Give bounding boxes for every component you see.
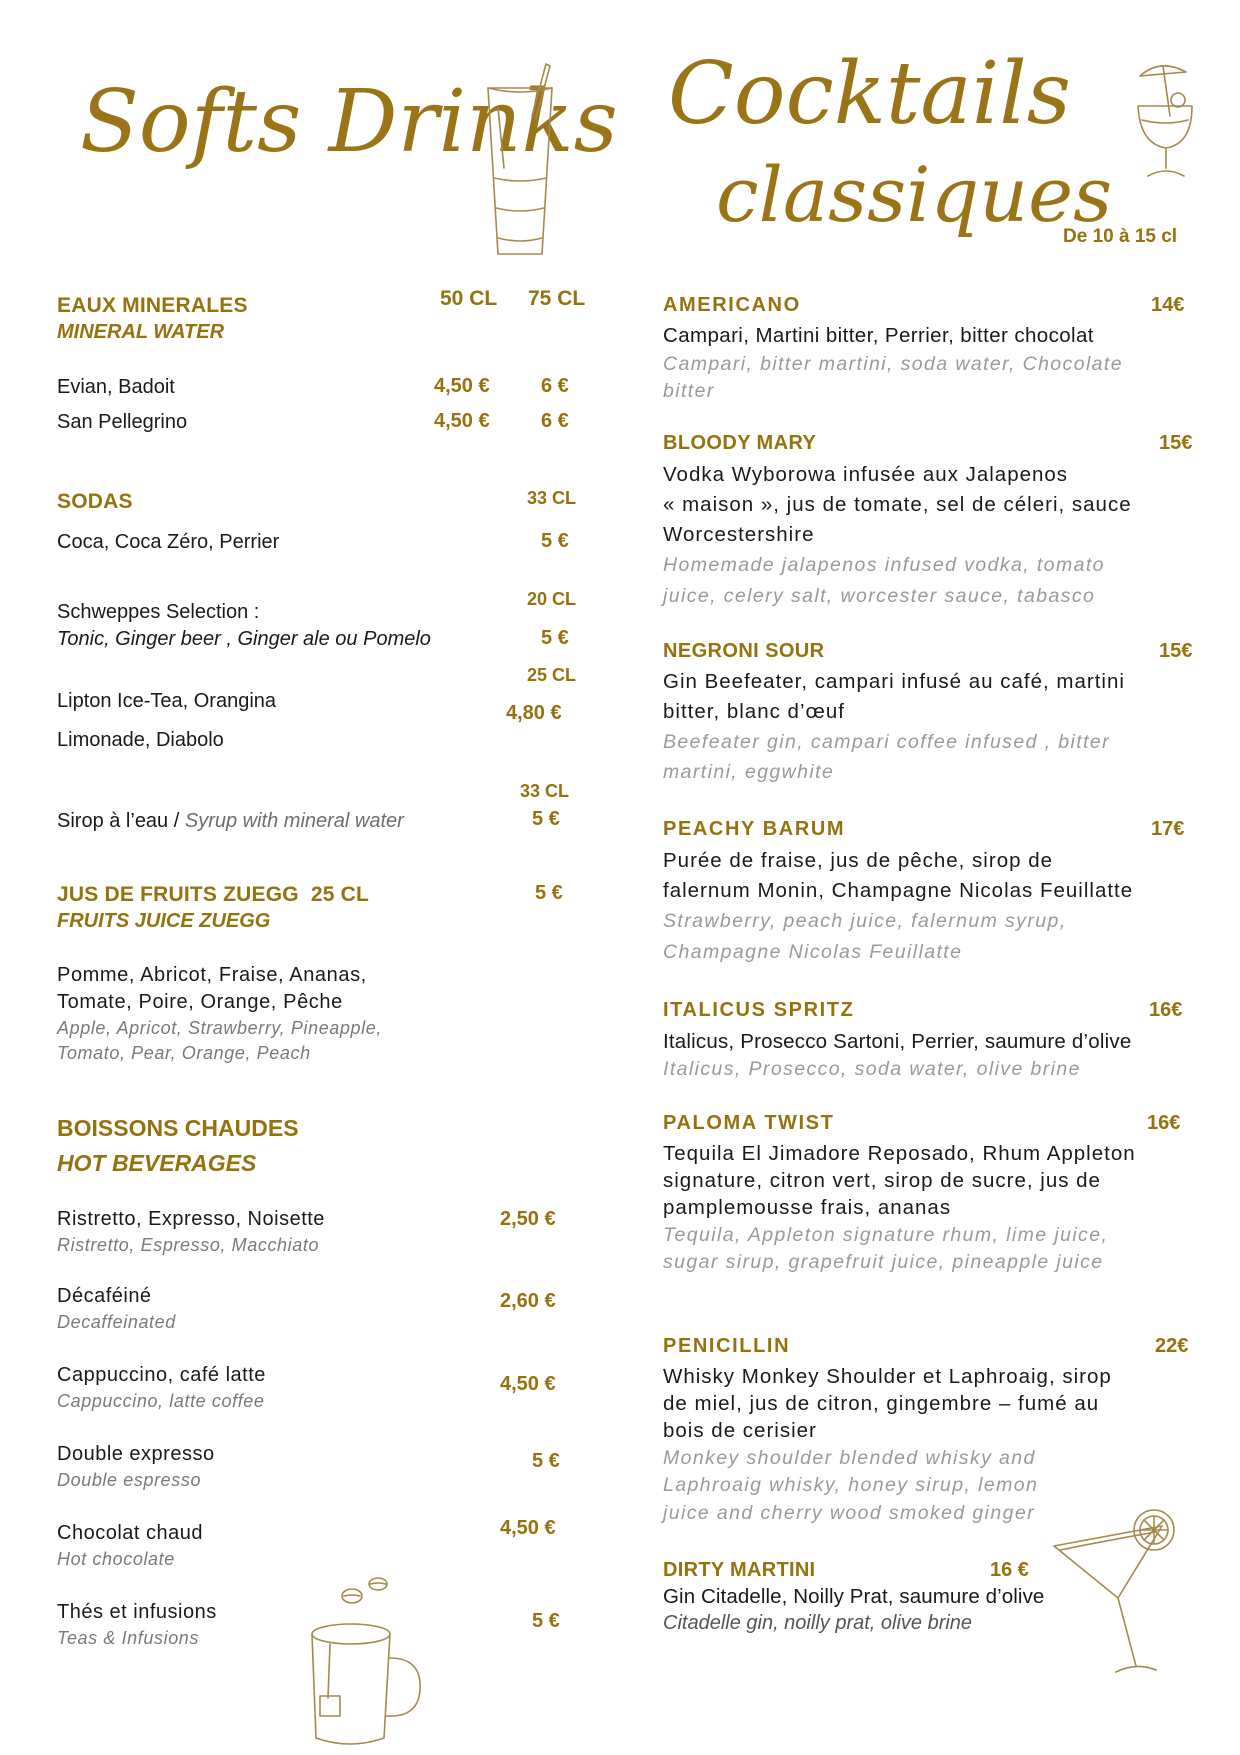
sodas-schweppes-price: 5 € [541, 627, 569, 649]
eaux-item-price-75: 6 € [541, 375, 569, 397]
chaudes-item-price: 5 € [532, 1450, 560, 1472]
cocktail-ingredients: falernum Monin, Champagne Nicolas Feuillatte [663, 879, 1134, 902]
cocktail-ingredients: Tequila El Jimadore Reposado, Rhum Appleton [663, 1142, 1136, 1165]
cocktail-english: martini, eggwhite [663, 761, 835, 783]
sodas-coca-name: Coca, Coca Zéro, Perrier [57, 531, 280, 553]
eaux-subtitle: MINERAL WATER [57, 321, 225, 343]
chaudes-item-name: Ristretto, Expresso, Noisette [57, 1208, 325, 1230]
cocktail-umbrella-icon [1130, 56, 1200, 186]
sodas-sirop-name: Sirop à l’eau / [57, 810, 185, 832]
chaudes-item-price: 2,50 € [500, 1208, 556, 1230]
cocktail-price: 15€ [1159, 432, 1193, 454]
cocktail-ingredients: Campari, Martini bitter, Perrier, bitter chocolat [663, 324, 1094, 347]
chaudes-item-price: 4,50 € [500, 1517, 556, 1539]
eaux-item-name: San Pellegrino [57, 411, 188, 433]
sodas-lipton-name2: Limonade, Diabolo [57, 729, 224, 751]
cocktail-price: 17€ [1151, 818, 1185, 840]
cocktail-english: sugar sirup, grapefruit juice, pineapple juice [663, 1251, 1104, 1273]
cocktail-price: 22€ [1155, 1335, 1189, 1357]
cocktail-ingredients: Vodka Wyborowa infusée aux Jalapenos [663, 463, 1069, 486]
cocktail-price: 15€ [1159, 640, 1193, 662]
cocktail-price: 16 € [990, 1559, 1029, 1581]
sodas-sirop-price: 5 € [532, 808, 560, 830]
chaudes-item-name: Chocolat chaud [57, 1522, 203, 1544]
chaudes-item-price: 5 € [532, 1610, 560, 1632]
jus-title: JUS DE FRUITS ZUEGG 25 CL [57, 883, 370, 906]
jus-subtitle: FRUITS JUICE ZUEGG [57, 910, 271, 932]
cocktail-english: juice, celery salt, worcester sauce, tabasco [663, 585, 1096, 607]
chaudes-subtitle: HOT BEVERAGES [57, 1150, 257, 1176]
col-header-50cl: 50 CL [440, 287, 498, 310]
softs-drinks-heading: Softs Drinks [80, 72, 618, 172]
jus-en1: Apple, Apricot, Strawberry, Pineapple, [57, 1018, 382, 1038]
cocktail-ingredients: Purée de fraise, jus de pêche, sirop de [663, 849, 1053, 872]
cocktail-ingredients: Worcestershire [663, 523, 815, 546]
jus-line2: Tomate, Poire, Orange, Pêche [57, 991, 343, 1013]
jus-line1: Pomme, Abricot, Fraise, Ananas, [57, 964, 367, 986]
sodas-lipton-price: 4,80 € [506, 702, 562, 724]
cocktail-ingredients: pamplemousse frais, ananas [663, 1196, 952, 1219]
cocktail-english: Tequila, Appleton signature rhum, lime juice, [663, 1224, 1109, 1246]
cocktail-name: ITALICUS SPRITZ [663, 999, 855, 1021]
cocktails-heading-line2: classiques [716, 150, 1113, 239]
jus-price: 5 € [535, 882, 563, 904]
cocktail-price: 16€ [1147, 1112, 1181, 1134]
sodas-size-schweppes: 20 CL [527, 589, 577, 609]
cocktail-name: BLOODY MARY [663, 432, 817, 454]
chaudes-item-en: Cappuccino, latte coffee [57, 1391, 265, 1411]
chaudes-item-price: 2,60 € [500, 1290, 556, 1312]
sodas-size-lipton: 25 CL [527, 665, 577, 685]
cocktail-english: Citadelle gin, noilly prat, olive brine [663, 1612, 973, 1634]
chaudes-title: BOISSONS CHAUDES [57, 1115, 299, 1141]
cocktail-english: Italicus, Prosecco, soda water, olive brine [663, 1058, 1081, 1080]
cocktail-ingredients: bois de cerisier [663, 1419, 817, 1442]
cocktail-ingredients: de miel, jus de citron, gingembre – fumé au [663, 1392, 1100, 1415]
sodas-schweppes-detail: Tonic, Ginger beer , Ginger ale ou Pomelo [57, 628, 431, 650]
col-header-75cl: 75 CL [528, 287, 586, 310]
chaudes-item-name: Thés et infusions [57, 1601, 217, 1623]
chaudes-item-en: Teas & Infusions [57, 1628, 200, 1648]
cocktail-name: PEACHY BARUM [663, 818, 846, 840]
cocktail-english: Beefeater gin, campari coffee infused , bitter [663, 731, 1111, 753]
cocktail-price: 14€ [1151, 294, 1185, 316]
cocktail-ingredients: bitter, blanc d’œuf [663, 700, 845, 723]
tall-glass-straw-icon [480, 58, 560, 258]
cocktail-name: PENICILLIN [663, 1335, 791, 1357]
cocktail-english: Campari, bitter martini, soda water, Chocolate [663, 353, 1123, 375]
eaux-item-price-75: 6 € [541, 410, 569, 432]
cocktail-english: Strawberry, peach juice, falernum syrup, [663, 910, 1067, 932]
eaux-item-price-50: 4,50 € [434, 375, 490, 397]
cocktail-ingredients: Gin Citadelle, Noilly Prat, saumure d’olive [663, 1585, 1045, 1608]
cocktail-english: bitter [663, 380, 715, 402]
cocktail-name: NEGRONI SOUR [663, 640, 825, 662]
cocktail-english: juice and cherry wood smoked ginger [663, 1502, 1036, 1524]
cocktail-ingredients: Italicus, Prosecco Sartoni, Perrier, saumure d’olive [663, 1030, 1132, 1053]
sodas-coca-price: 5 € [541, 530, 569, 552]
martini-glass-icon [1050, 1506, 1180, 1681]
chaudes-item-name: Cappuccino, café latte [57, 1364, 266, 1386]
jus-en2: Tomato, Pear, Orange, Peach [57, 1043, 311, 1063]
chaudes-item-en: Hot chocolate [57, 1549, 175, 1569]
cocktail-name: DIRTY MARTINI [663, 1559, 816, 1581]
chaudes-item-en: Double espresso [57, 1470, 202, 1490]
chaudes-item-price: 4,50 € [500, 1373, 556, 1395]
cocktail-english: Champagne Nicolas Feuillatte [663, 941, 963, 963]
cocktail-name: PALOMA TWIST [663, 1112, 835, 1134]
cocktail-name: AMERICANO [663, 294, 801, 316]
sodas-schweppes-name: Schweppes Selection : [57, 601, 260, 623]
cocktails-heading-line1: Cocktails [668, 44, 1071, 144]
chaudes-item-en: Decaffeinated [57, 1312, 176, 1332]
cocktail-price: 16€ [1149, 999, 1183, 1021]
eaux-item-price-50: 4,50 € [434, 410, 490, 432]
chaudes-item-name: Décaféiné [57, 1285, 152, 1307]
cocktail-ingredients: Whisky Monkey Shoulder et Laphroaig, sirop [663, 1365, 1112, 1388]
chaudes-item-name: Double expresso [57, 1443, 215, 1465]
coffee-mug-icon [300, 1578, 430, 1753]
cocktail-ingredients: signature, citron vert, sirop de sucre, jus de [663, 1169, 1101, 1192]
sodas-size-coca: 33 CL [527, 488, 577, 508]
sodas-title: SODAS [57, 490, 133, 513]
cocktail-english: Monkey shoulder blended whisky and [663, 1447, 1036, 1469]
sodas-size-sirop: 33 CL [520, 781, 570, 801]
chaudes-item-en: Ristretto, Espresso, Macchiato [57, 1235, 320, 1255]
eaux-title: EAUX MINERALES [57, 294, 248, 317]
cocktail-english: Homemade jalapenos infused vodka, tomato [663, 554, 1105, 576]
eaux-item-name: Evian, Badoit [57, 376, 175, 398]
cocktail-english: Laphroaig whisky, honey sirup, lemon [663, 1474, 1039, 1496]
sodas-sirop-detail: Syrup with mineral water [184, 810, 404, 832]
sodas-lipton-name: Lipton Ice-Tea, Orangina [57, 690, 277, 712]
sodas-sirop [57, 810, 404, 833]
cocktails-volume: De 10 à 15 cl [1063, 226, 1178, 247]
cocktail-ingredients: Gin Beefeater, campari infusé au café, martini [663, 670, 1125, 693]
cocktail-ingredients: « maison », jus de tomate, sel de céleri, sauce [663, 493, 1132, 516]
